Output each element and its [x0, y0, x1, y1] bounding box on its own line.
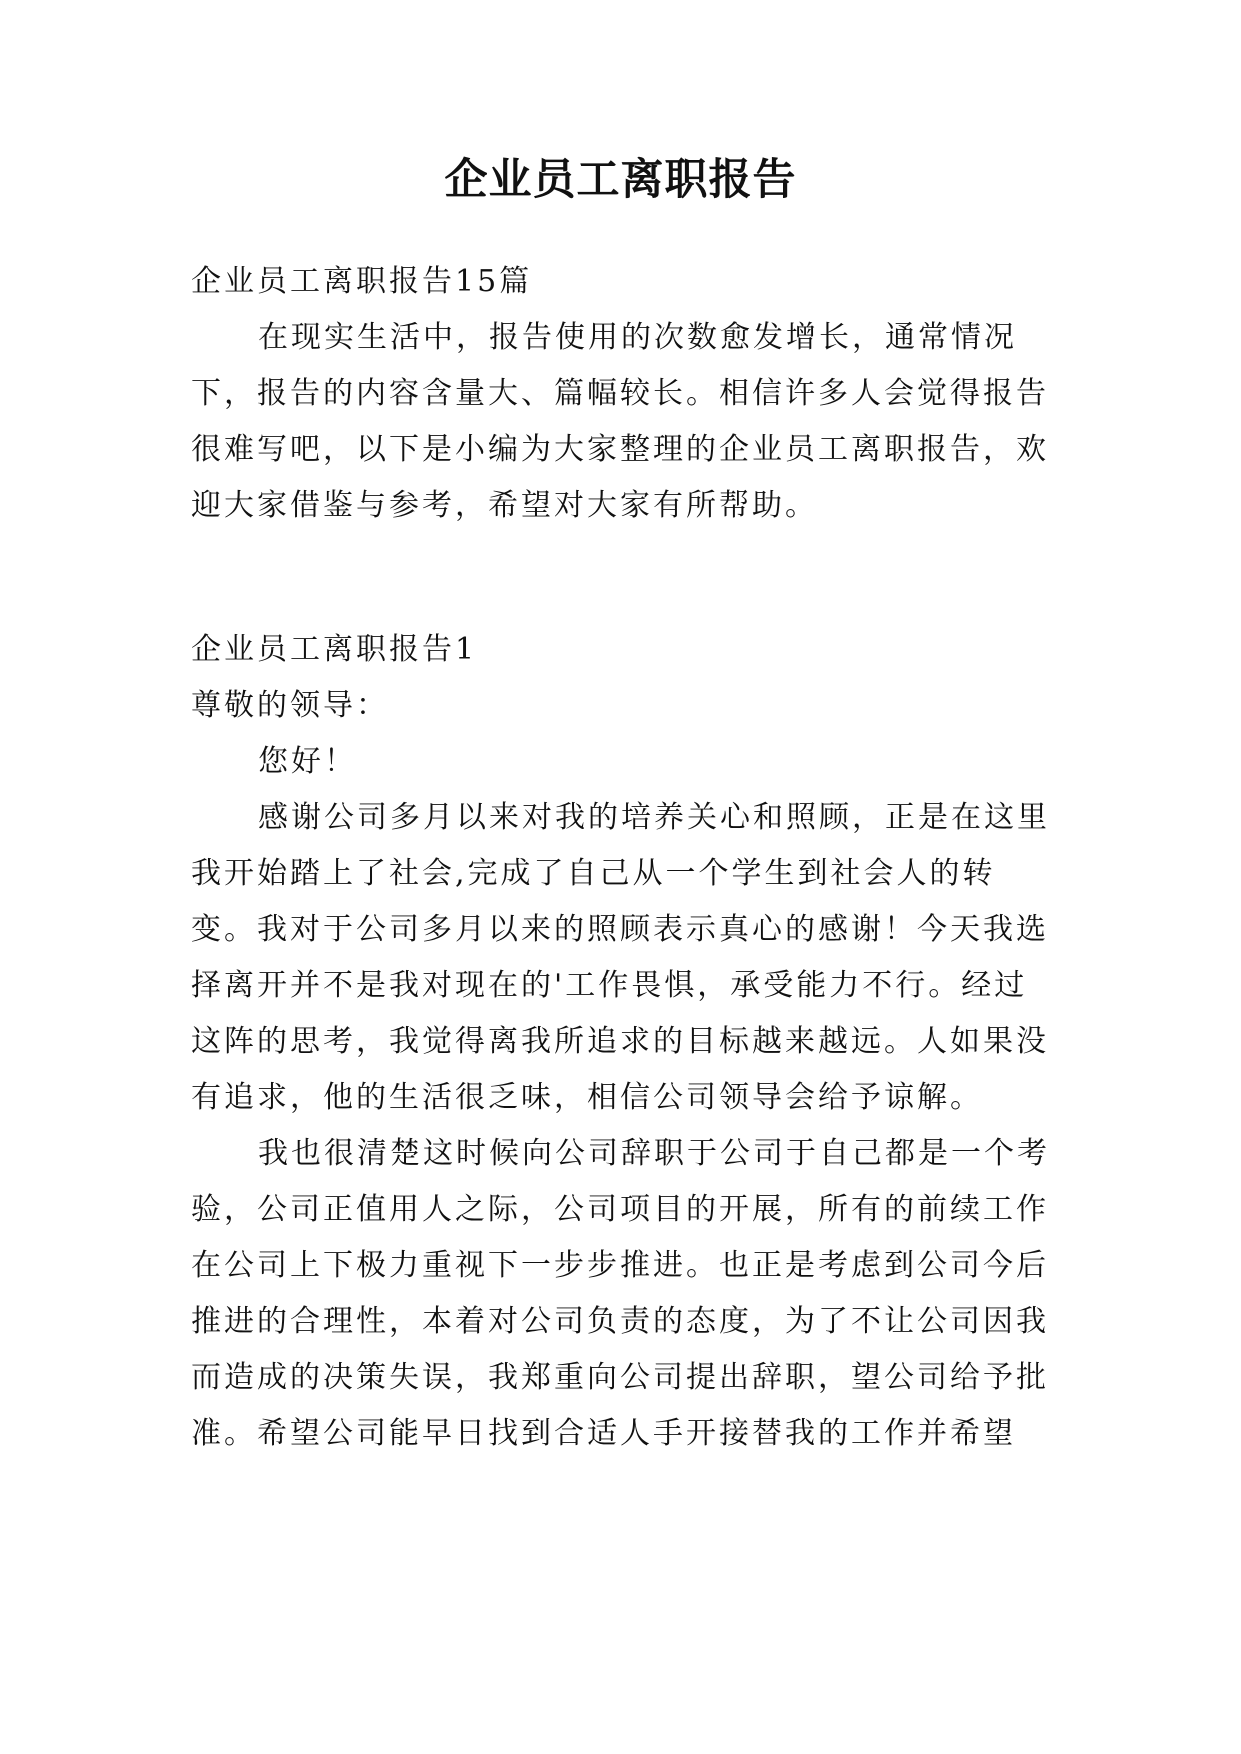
report1-greeting: 您好！ — [258, 744, 357, 779]
report1-greeting-block — [191, 734, 1057, 790]
intro-paragraph: 在现实生活中，报告使用的次数愈发增长，通常情况下，报告的内容含量大、篇幅较长。相信许多人会觉得报告很难写吧，以下是小编为大家整理的企业员工离职报告，欢迎大家借鉴与参考，希望对大家有所帮助。 — [191, 320, 1049, 523]
report1-paragraph2-block — [191, 1126, 1057, 1462]
report1-paragraph1-block — [191, 790, 1057, 1126]
report1-heading: 企业员工离职报告1 — [191, 632, 478, 667]
report1-paragraph2: 我也很清楚这时候向公司辞职于公司于自己都是一个考验，公司正值用人之际，公司项目的开展，所有的前续工作在公司上下极力重视下一步步推进。也正是考虑到公司今后推进的合理性，本着对公司负责的态度，为了不让公司因我而造成的决策失误，我郑重向公司提出辞职，望公司给予批准。希望公司能早日找到合适人手开接替我的工作并希望 — [191, 1136, 1050, 1451]
report1-salutation: 尊敬的领导： — [191, 688, 389, 723]
report1-salutation-block — [191, 678, 1057, 734]
intro-paragraph-block — [191, 310, 1057, 534]
report1-paragraph1: 感谢公司多月以来对我的培养关心和照顾，正是在这里我开始踏上了社会,完成了自己从一个学生到社会人的转变。我对于公司多月以来的照顾表示真心的感谢！今天我选择离开并不是我对现在的'工作畏惧，承受能力不行。经过这阵的思考，我觉得离我所追求的目标越来越远。人如果没有追求，他的生活很乏味，相信公司领导会给予谅解。 — [191, 800, 1050, 1115]
intro-heading-text: 企业员工离职报告15篇 — [191, 264, 533, 299]
report1-heading-block — [191, 622, 1057, 678]
document-title: 企业员工离职报告 — [444, 155, 797, 205]
intro-heading — [191, 254, 1057, 310]
